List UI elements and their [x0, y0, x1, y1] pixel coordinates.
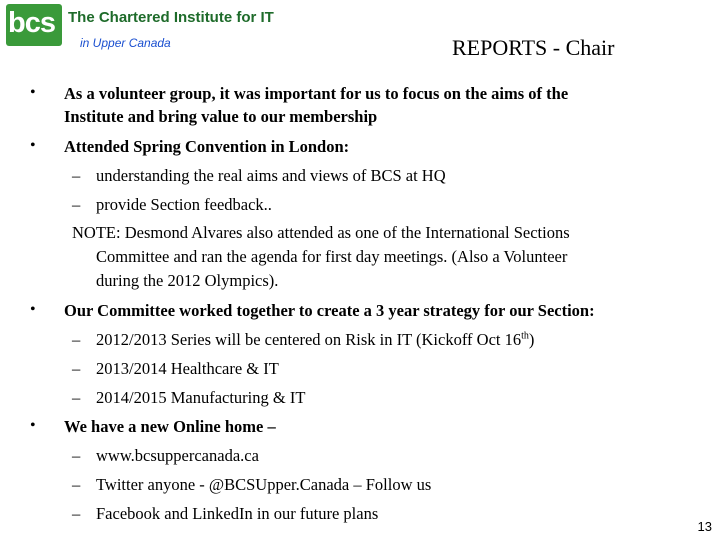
bullet-3-dot: •: [30, 301, 36, 318]
slide-title: REPORTS - Chair: [452, 35, 615, 60]
bullet-3-sub-1-close: ): [528, 330, 535, 349]
note-line-2: Committee and ran the agenda for first day meetings. (Also a Volunteer: [96, 247, 568, 266]
bullet-3-sub-1-dash: –: [72, 330, 81, 349]
bullet-1-line-2: Institute and bring value to our membership: [64, 107, 378, 126]
bullet-2: Attended Spring Convention in London:: [64, 137, 350, 156]
bullet-3-sub-1-text: 2012/2013 Series will be centered on Risk in IT (Kickoff Oct 16: [96, 330, 522, 349]
bullet-4-sub-1: www.bcsuppercanada.ca: [96, 446, 259, 465]
bcs-logo: [6, 4, 62, 46]
bullet-1-line-1: As a volunteer group, it was important for us to focus on the aims of the: [64, 84, 569, 103]
bullet-3-sub-3: 2014/2015 Manufacturing & IT: [96, 388, 306, 407]
logo-mark: bcs: [8, 7, 55, 39]
note-line-1: NOTE: Desmond Alvares also attended as one of the International Sections: [72, 223, 570, 242]
bullet-2-sub-1: understanding the real aims and views of BCS at HQ: [96, 166, 446, 185]
bullet-4-sub-1-dash: –: [72, 446, 81, 465]
bullet-4-dot: •: [30, 417, 36, 434]
bullet-4-sub-2: Twitter anyone - @BCSUpper.Canada – Follow us: [96, 475, 432, 494]
bullet-2-dot: •: [30, 137, 36, 154]
bullet-4-sub-3: Facebook and LinkedIn in our future plans: [96, 504, 379, 523]
bullet-2-sub-1-dash: –: [72, 166, 81, 185]
bullet-4: We have a new Online home –: [64, 417, 276, 436]
page-number: 13: [697, 519, 712, 534]
bullet-3-sub-3-dash: –: [72, 388, 81, 407]
bullet-3: Our Committee worked together to create a 3 year strategy for our Section:: [64, 301, 595, 320]
note-line-3: during the 2012 Olympics).: [96, 271, 279, 290]
bullet-3-sub-2-dash: –: [72, 359, 81, 378]
subtitle: in Upper Canada: [80, 36, 171, 50]
bullet-4-sub-3-dash: –: [72, 504, 81, 523]
bullet-3-sub-1-sup: th: [521, 330, 529, 342]
bullet-3-sub-2: 2013/2014 Healthcare & IT: [96, 359, 279, 378]
bullet-2-sub-2: provide Section feedback..: [96, 195, 272, 214]
bullet-3-sub-1: [96, 330, 534, 350]
logo-text: The Chartered Institute for IT: [68, 9, 274, 26]
bullet-4-sub-2-dash: –: [72, 475, 81, 494]
bullet-2-sub-2-dash: –: [72, 195, 81, 214]
bullet-1-dot: •: [30, 84, 36, 101]
